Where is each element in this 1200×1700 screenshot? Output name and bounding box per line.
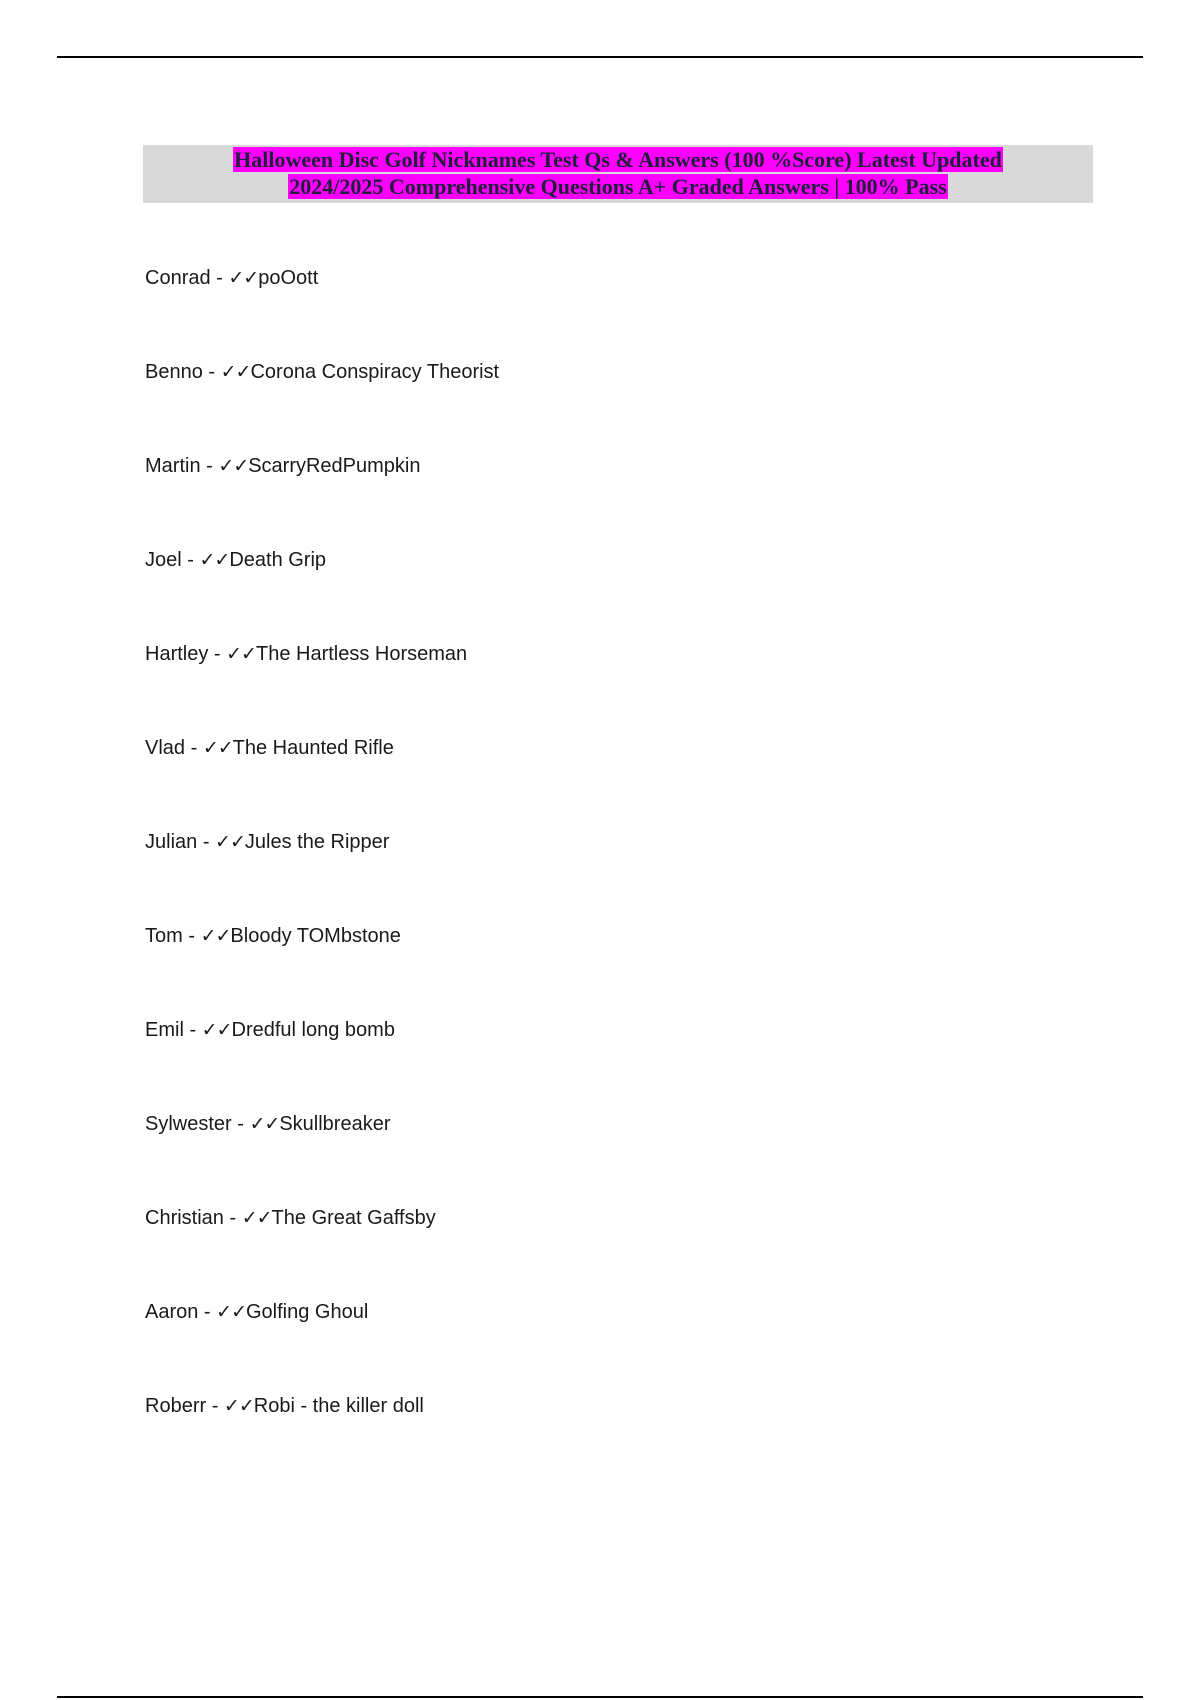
separator: - — [208, 643, 227, 665]
qa-item — [145, 638, 499, 732]
qa-item — [145, 544, 499, 638]
question-text: Aaron — [145, 1301, 199, 1323]
double-check-icon: ✓✓ — [201, 1019, 232, 1041]
double-check-icon: ✓✓ — [199, 549, 230, 571]
answer-text: Golfing Ghoul — [246, 1301, 369, 1323]
question-text: Tom — [145, 925, 183, 947]
question-text: Hartley — [145, 643, 209, 665]
double-check-icon: ✓✓ — [215, 831, 245, 853]
double-check-icon: ✓✓ — [249, 1113, 280, 1135]
double-check-icon: ✓✓ — [218, 455, 249, 477]
answer-text: Death Grip — [229, 549, 327, 571]
qa-item — [145, 1014, 499, 1108]
double-check-icon: ✓✓ — [223, 1395, 254, 1417]
separator: - — [198, 1301, 217, 1323]
answer-text: The Great Gaffsby — [271, 1207, 436, 1229]
qa-item — [145, 920, 499, 1014]
title-line-1: Halloween Disc Golf Nicknames Test Qs & Answers (100 %Score) Latest Updated — [234, 147, 1002, 172]
answer-text: poOott — [258, 267, 319, 289]
qa-item — [145, 450, 499, 544]
separator: - — [206, 1395, 224, 1417]
separator: - — [181, 549, 200, 571]
separator: - — [200, 455, 219, 477]
answer-text: ScarryRedPumpkin — [248, 455, 421, 477]
separator: - — [231, 1113, 250, 1135]
qa-item — [145, 1202, 499, 1296]
top-rule — [57, 56, 1143, 58]
separator: - — [185, 737, 203, 759]
question-text: Vlad — [145, 737, 186, 759]
qa-item — [145, 1296, 499, 1390]
question-text: Benno — [145, 361, 203, 383]
answer-text: Corona Conspiracy Theorist — [250, 361, 500, 383]
question-text: Conrad — [145, 267, 211, 289]
double-check-icon: ✓✓ — [202, 737, 233, 759]
answer-text: Skullbreaker — [279, 1113, 391, 1135]
question-text: Emil — [145, 1019, 184, 1041]
answer-text: Bloody TOMbstone — [230, 925, 401, 947]
answer-text: Jules the Ripper — [244, 831, 390, 853]
double-check-icon: ✓✓ — [241, 1207, 272, 1229]
double-check-icon: ✓✓ — [220, 361, 251, 383]
question-text: Martin — [145, 455, 201, 477]
bottom-rule — [57, 1696, 1143, 1698]
separator: - — [183, 1019, 202, 1041]
qa-item — [145, 732, 499, 826]
qa-item — [145, 1390, 499, 1484]
title-line-2: 2024/2025 Comprehensive Questions A+ Graded Answers | 100% Pass — [289, 174, 947, 199]
answer-text: Dredful long bomb — [231, 1019, 395, 1041]
qa-item — [145, 262, 499, 356]
qa-list — [145, 262, 499, 1484]
answer-text: Robi - the killer doll — [253, 1395, 424, 1417]
question-text: Christian — [145, 1207, 224, 1229]
double-check-icon: ✓✓ — [226, 643, 256, 665]
separator: - — [210, 267, 229, 289]
document-title — [143, 145, 1093, 203]
answer-text: The Haunted Rifle — [232, 737, 394, 759]
qa-item — [145, 826, 499, 920]
separator: - — [197, 831, 216, 853]
question-text: Sylwester — [145, 1113, 232, 1135]
separator: - — [223, 1207, 242, 1229]
double-check-icon: ✓✓ — [216, 1301, 246, 1323]
answer-text: The Hartless Horseman — [255, 643, 468, 665]
question-text: Julian — [145, 831, 198, 853]
question-text: Joel — [145, 549, 182, 571]
question-text: Roberr — [145, 1395, 207, 1417]
double-check-icon: ✓✓ — [228, 267, 259, 289]
double-check-icon: ✓✓ — [200, 925, 231, 947]
qa-item — [145, 356, 499, 450]
qa-item — [145, 1108, 499, 1202]
separator: - — [202, 361, 221, 383]
separator: - — [182, 925, 201, 947]
